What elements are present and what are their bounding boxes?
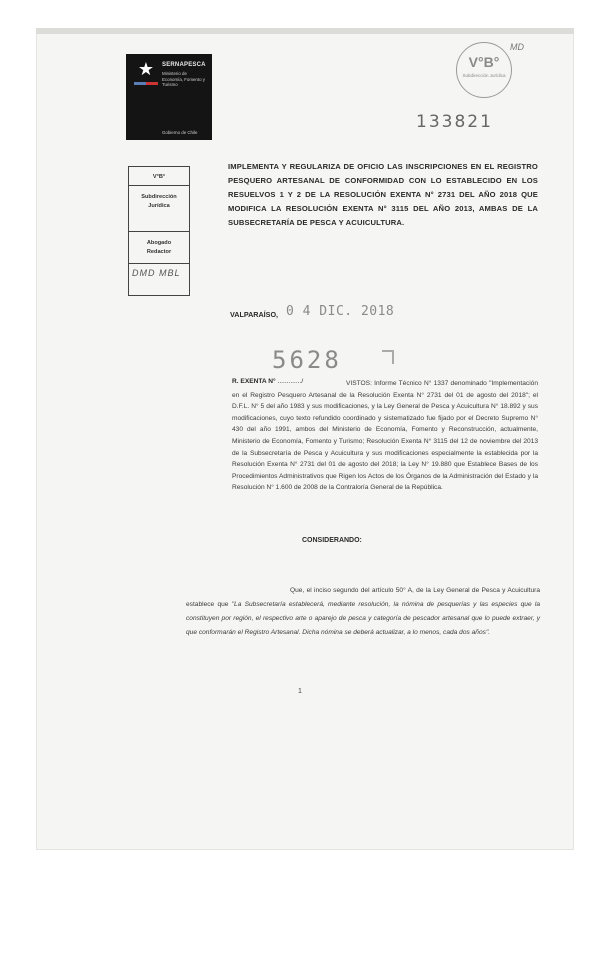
vb-stamp-text: V°B° xyxy=(468,54,500,70)
place-label: VALPARAÍSO, xyxy=(230,310,279,319)
resolution-exenta-dots: ............./ xyxy=(277,378,304,385)
vb-stamp xyxy=(456,42,512,98)
review-divider xyxy=(129,231,189,232)
document-number: 133821 xyxy=(416,112,493,132)
scan-edge xyxy=(36,28,574,34)
review-role-line2: Redactor xyxy=(146,249,172,255)
review-vb: V°B° xyxy=(152,174,166,180)
logo-org: SERNAPESCA xyxy=(162,62,206,68)
review-divider xyxy=(129,185,189,186)
review-unit-line2: Jurídica xyxy=(148,203,170,209)
resolution-title: IMPLEMENTA Y REGULARIZA DE OFICIO LAS INSCRIPCIONES EN EL REGISTRO PESQUERO ARTESANAL DE CONFORMIDAD CON LO ESTABLECIDO EN LOS RESUELVOS 1 Y 2 DE LA RESOLUCIÓN EXENTA N° 2731 DEL AÑO 2018 QUE MODIFICA LA RESOLUCIÓN EXENTA N° 3115 DEL AÑO 2013, AMBAS DE LA SUBSECRETARÍA DE PESCA Y ACUICULTURA. xyxy=(228,162,538,227)
considerando-quote: "La Subsecretaría establecerá, mediante resolución, la nómina de pesquerías y las especies que la constituyen por región, el respectivo arte o aparejo de pesca y categoría de pescador artesanal que lo puede extraer, y que conformarán el Registro Artesanal. Dicha nómina se deberá actualizar, a lo menos, cada dos años". xyxy=(186,601,540,636)
date-stamp: 0 4 DIC. 2018 xyxy=(286,304,395,319)
logo-gov: Gobierno de Chile xyxy=(162,130,198,135)
review-unit-line1: Subdirección xyxy=(141,194,177,200)
vistos-paragraph: VISTOS: Informe Técnico N° 1337 denominado "Implementación en el Registro Pesquero Artesanal de la Resolución Exenta N° 2731 del 01 de agosto del 2018"; el D.F.L. N° 5 del año 1983 y sus modificaciones, y la Ley General de Pesca y Acuicultura N° 18.892 y sus modificaciones, cuyo texto refundido coordinado y sistematizado fue fijado por el Decreto Supremo N° 430 del año 1991, ambos del Ministerio de Economía, Fomento y Reconstrucción, actualmente, Ministerio de Economía, Fomento y Turismo; Resolución Exenta N° 3115 del 12 de noviembre del 2013 de la Subsecretaría de Pesca y Acuicultura y sus modificaciones especialmente la establecida por la Resolución Exenta N° 2731 del 01 de agosto del 2018; la Ley N° 19.880 que Establece Bases de los Procedimientos Administrativos que Rigen los Actos de los Órganos de la Administración del Estado y la Resolución N° 1.600 de 2008 de la Contraloría General de la República. xyxy=(232,380,538,492)
considerando-intro: Que, el inciso segundo del artículo 50° A, de la Ley General de Pesca y Acuicultura establece que xyxy=(186,587,540,608)
flag-bar-red xyxy=(146,82,158,85)
sernapesca-logo xyxy=(126,54,212,140)
vb-stamp-sub: Subdirección Jurídica xyxy=(462,73,506,78)
flag-bar-blue xyxy=(134,82,146,85)
resolution-number: 5628 xyxy=(272,346,342,374)
star-icon: ★ xyxy=(137,59,155,79)
resolution-exenta-text: R. EXENTA N° xyxy=(232,378,276,385)
logo-ministry: Ministerio de Economía, Fomento y Turismo xyxy=(162,71,205,87)
resolution-exenta-label xyxy=(232,378,303,385)
review-role-line1: Abogado xyxy=(146,240,172,246)
scanned-page xyxy=(36,28,574,850)
handwritten-initials: DMD MBL xyxy=(132,268,181,278)
review-divider xyxy=(129,263,189,264)
page-number: 1 xyxy=(298,688,302,695)
considerando-heading: CONSIDERANDO: xyxy=(302,537,362,544)
stamp-corner-mark xyxy=(382,350,394,364)
considerando-paragraph xyxy=(186,584,540,640)
stamp-initials: MD xyxy=(510,42,524,52)
